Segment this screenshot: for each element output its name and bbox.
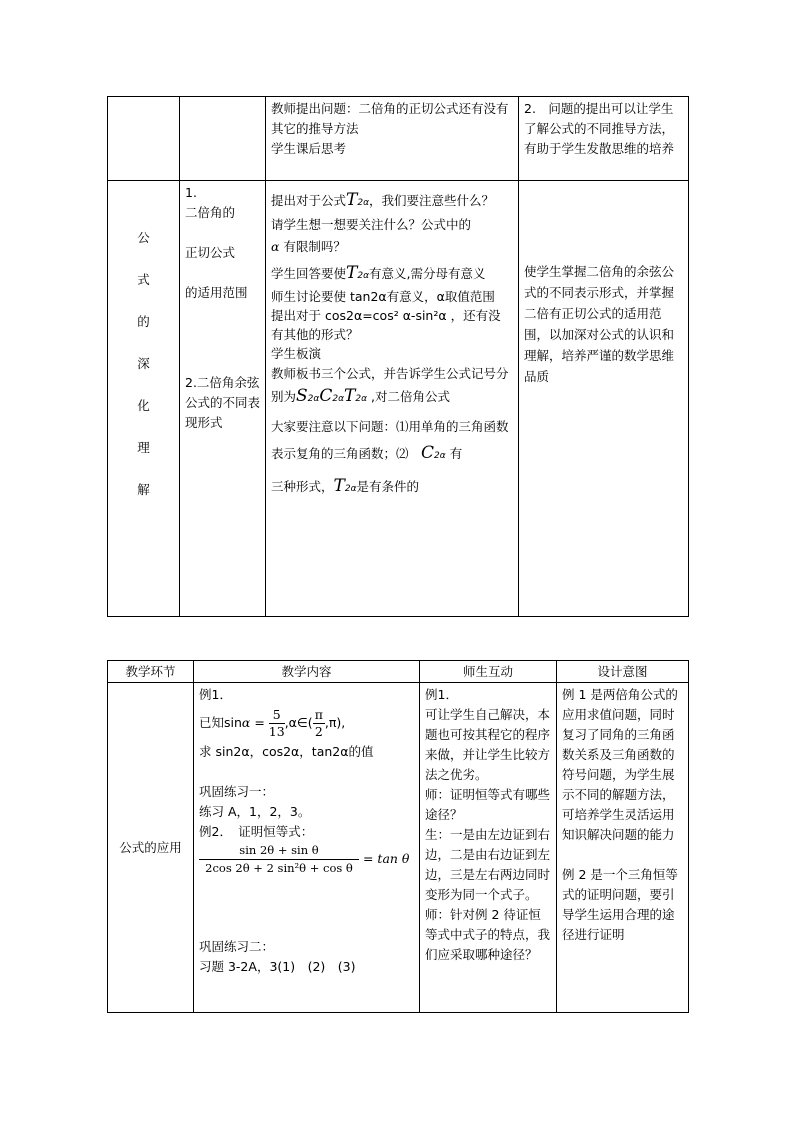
content-line: 提出对于 cos2α=cos² α-sin²α ，还有没有其他的形式？ xyxy=(271,308,501,342)
topic-cell-empty xyxy=(180,97,266,181)
intent-cell xyxy=(519,181,689,617)
table-row xyxy=(108,181,689,617)
content-line: 教师提出问题：二倍角的正切公式还有没有其它的推导方法 xyxy=(271,101,509,136)
content-line: 练习 A，1，2，3。 xyxy=(199,804,311,819)
column-header: 师生互动 xyxy=(420,661,557,683)
content-line: 学生回答要使T2α有意义,需分母有意义 xyxy=(271,263,486,283)
content-line: 习题 3-2A，3(1) (2) (3) xyxy=(199,959,356,974)
intent-text: 例 1 是两倍角公式的应用求值问题，同时复习了同角的三角函数关系及三角函数的符号问题，为学生展示不同的解题方法，可培养学生灵活运用知识解决问题的能力 xyxy=(562,687,678,842)
stage-char: 的 xyxy=(137,314,150,329)
table-header-row xyxy=(108,661,689,683)
content-line: 三种形式，T2α是有条件的 xyxy=(271,476,420,496)
math-line: 已知sinα = $\frac{5}{13}$ ,α∈( $\frac{\pi}{2}$ ,π), xyxy=(199,707,346,739)
intent-cell xyxy=(557,683,689,1013)
interaction-text: 师：证明恒等式有哪些途径？ xyxy=(425,787,551,822)
math-T: T xyxy=(346,190,358,210)
stage-cell-empty xyxy=(108,97,180,181)
stage-cell: 公式的应用 xyxy=(108,683,194,1013)
fraction: $\frac{\pi}{2}$ xyxy=(314,707,323,739)
content-line: 求 sin2α，cos2α，tan2α的值 xyxy=(199,744,374,759)
content-line: 例2． 证明恒等式： xyxy=(199,824,314,839)
table-row xyxy=(108,97,689,181)
column-header: 设计意图 xyxy=(557,661,689,683)
math-sub: 2α xyxy=(357,198,370,208)
stage-char: 式 xyxy=(137,272,150,287)
lesson-table-bottom xyxy=(107,660,689,1013)
lesson-table-top xyxy=(107,96,689,617)
math-line: $\frac{\text{sin 2θ + sin θ}}{\text{2cos 2θ + 2 sin²θ + cos θ}}$ = tan θ xyxy=(199,842,414,877)
topic-line: 二倍角的 xyxy=(185,205,236,220)
intent-cell xyxy=(519,97,689,181)
fraction: $\frac{5}{13}$ xyxy=(268,707,285,739)
intent-text: 使学生掌握二倍角的余弦公式的不同表示形式，并掌握二倍有正切公式的适用范围，以加深对公式的认识和理解，培养严谨的数学思维品质 xyxy=(524,264,675,384)
stage-char: 理 xyxy=(137,440,150,455)
intent-text: 2. 问题的提出可以让学生了解公式的不同推导方法，有助于学生发散思维的培养 xyxy=(524,101,675,156)
column-header: 教学环节 xyxy=(108,661,194,683)
interaction-text: 可让学生自己解决，本题也可按其程它的程序来做，并让学生比较方法之优劣。 xyxy=(425,707,551,782)
content-line: 巩固练习一： xyxy=(199,784,275,799)
content-line: 大家要注意以下问题：⑴用单角的三角函数表示复角的三角函数；⑵ C2α 有 xyxy=(271,419,509,463)
stage-char: 深 xyxy=(137,356,150,371)
fraction: $\frac{\text{sin 2θ + sin θ}}{\text{2cos 2θ + 2 sin²θ + cos θ}}$ xyxy=(199,842,359,877)
content-line: 请学生想一想要关注什么？公式中的 α 有限制吗？ xyxy=(271,217,472,254)
stage-char: 解 xyxy=(137,482,150,497)
intent-text: 例 2 是一个三角恒等式的证明问题，要引导学生运用合理的途径进行证明 xyxy=(562,867,678,942)
stage-cell xyxy=(108,181,180,617)
content-line: 教师板书三个公式，并告诉学生公式记号分别为S2αC2αT2α ,对二倍角公式 xyxy=(271,366,509,406)
column-header: 教学内容 xyxy=(194,661,420,683)
interaction-cell xyxy=(420,683,557,1013)
topic-cell xyxy=(180,181,266,617)
interaction-text: 例1． xyxy=(425,687,458,702)
content-line: 师生讨论要使 tan2α有意义，α取值范围 xyxy=(271,289,495,304)
topic-line: 1. xyxy=(185,185,197,200)
content-cell xyxy=(194,683,420,1013)
topic-line: 的适用范围 xyxy=(185,285,248,300)
interaction-text: 生：一是由左边证到右边，二是由右边证到左边，三是左右两边同时变形为同一个式子。 xyxy=(425,827,551,902)
topic-line: 2.二倍角余弦公式的不同表现形式 xyxy=(185,375,261,430)
content-line: 学生课后思考 xyxy=(271,141,347,156)
content-cell xyxy=(266,181,519,617)
content-cell xyxy=(266,97,519,181)
interaction-text: 师：针对例 2 待证恒等式中式子的特点，我们应采取哪种途径？ xyxy=(425,907,551,962)
stage-char: 化 xyxy=(137,398,150,413)
content-line: 巩固练习二： xyxy=(199,939,275,954)
content-line: 提出对于公式T2α，我们要注意些什么？ xyxy=(271,190,495,210)
stage-char: 公 xyxy=(137,230,150,245)
math-T: T xyxy=(346,263,358,283)
topic-line: 正切公式 xyxy=(185,245,236,260)
content-line: 学生板演 xyxy=(271,346,322,361)
content-line: 例1． xyxy=(199,687,232,702)
table-row xyxy=(108,683,689,1013)
